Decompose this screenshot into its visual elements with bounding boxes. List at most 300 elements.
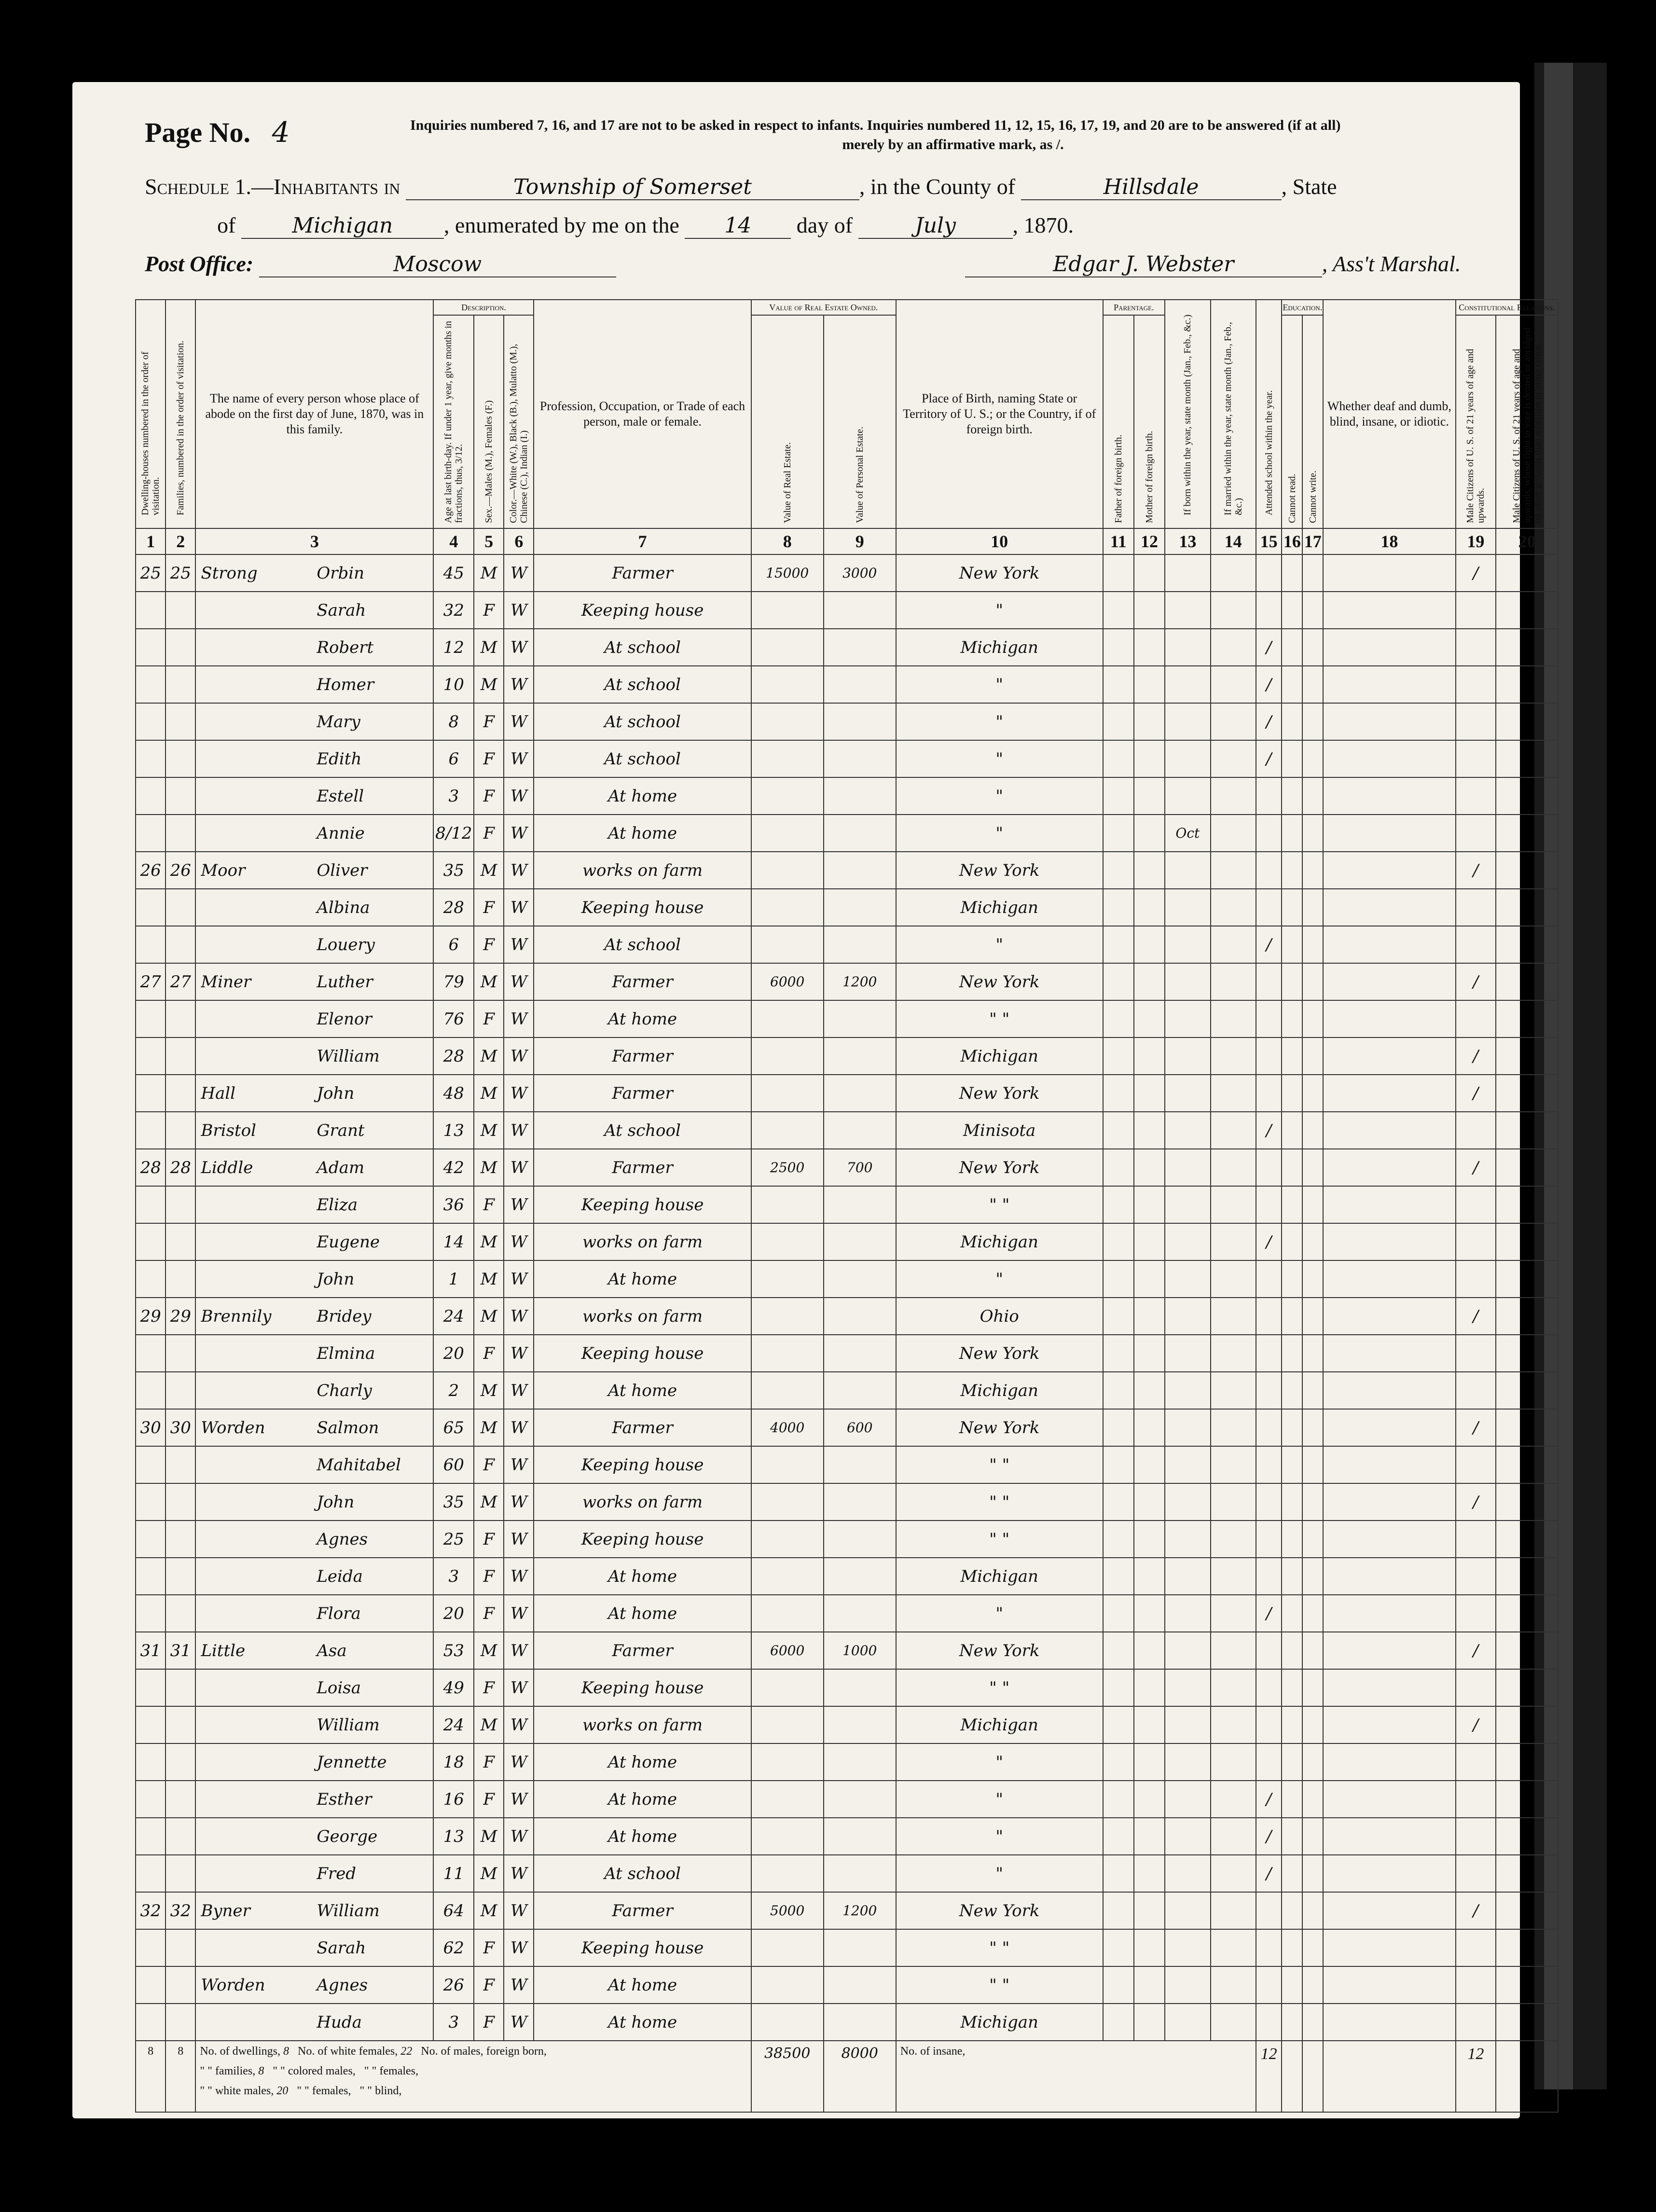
personal-estate-value xyxy=(824,1706,896,1743)
age: 24 xyxy=(433,1298,474,1335)
person-name xyxy=(195,1706,433,1743)
occupation: Keeping house xyxy=(534,1929,751,1966)
table-row xyxy=(136,1595,1558,1632)
cannot-write xyxy=(1302,629,1323,666)
occupation: Keeping house xyxy=(534,592,751,629)
table-row xyxy=(136,1149,1558,1186)
col-father-foreign-header: Father of foreign birth. xyxy=(1103,315,1134,528)
born-month xyxy=(1165,1372,1210,1409)
person-name xyxy=(195,1298,433,1335)
cannot-read xyxy=(1282,1112,1302,1149)
color: W xyxy=(504,1818,534,1855)
disability xyxy=(1323,1632,1455,1669)
given-name: John xyxy=(317,1269,355,1289)
disability xyxy=(1323,554,1455,592)
citizen xyxy=(1456,740,1496,777)
sex: M xyxy=(474,1298,504,1335)
cannot-write xyxy=(1302,1706,1323,1743)
sex: F xyxy=(474,1669,504,1706)
citizen: / xyxy=(1456,1149,1496,1186)
given-name: Mary xyxy=(317,712,360,732)
born-month xyxy=(1165,1037,1210,1075)
mother-foreign xyxy=(1134,1000,1165,1037)
given-name: John xyxy=(317,1083,355,1103)
cannot-write xyxy=(1302,926,1323,963)
mother-foreign xyxy=(1134,1669,1165,1706)
dwelling-number xyxy=(136,1372,166,1409)
given-name: Estell xyxy=(317,786,364,806)
mother-foreign xyxy=(1134,1781,1165,1818)
dwelling-number xyxy=(136,740,166,777)
vote-denied xyxy=(1496,703,1558,740)
vote-denied xyxy=(1496,666,1558,703)
sex: F xyxy=(474,1781,504,1818)
citizen xyxy=(1456,1818,1496,1855)
born-month xyxy=(1165,740,1210,777)
birthplace: New York xyxy=(896,1335,1103,1372)
schedule-label: Schedule 1.—Inhabitants in xyxy=(145,174,400,199)
col-mother-foreign-header: Mother of foreign birth. xyxy=(1134,315,1165,528)
family-number xyxy=(166,1818,195,1855)
cannot-read xyxy=(1282,666,1302,703)
birthplace: New York xyxy=(896,963,1103,1000)
description-group-header: Description. xyxy=(433,300,534,315)
cannot-write xyxy=(1302,1595,1323,1632)
sex: M xyxy=(474,1818,504,1855)
birthplace: " " xyxy=(896,1446,1103,1483)
disability xyxy=(1323,889,1455,926)
state-value: Michigan xyxy=(241,213,444,239)
disability xyxy=(1323,703,1455,740)
citizen xyxy=(1456,815,1496,852)
person-name xyxy=(195,1260,433,1298)
born-month xyxy=(1165,963,1210,1000)
person-name xyxy=(195,1966,433,2004)
township-value: Township of Somerset xyxy=(406,175,859,200)
vote-denied xyxy=(1496,1000,1558,1037)
vote-denied xyxy=(1496,1669,1558,1706)
married-month xyxy=(1211,1632,1256,1669)
real-estate-value xyxy=(751,1595,824,1632)
person-name xyxy=(195,963,433,1000)
of-label: of xyxy=(217,213,236,237)
sex: F xyxy=(474,889,504,926)
citizen: / xyxy=(1456,852,1496,889)
mother-foreign xyxy=(1134,1743,1165,1781)
family-number xyxy=(166,815,195,852)
family-number xyxy=(166,1595,195,1632)
real-estate-value xyxy=(751,1483,824,1521)
real-estate-value xyxy=(751,1186,824,1223)
born-month xyxy=(1165,1483,1210,1521)
family-number: 29 xyxy=(166,1298,195,1335)
table-row xyxy=(136,852,1558,889)
given-name: Loisa xyxy=(317,1678,361,1698)
citizen: / xyxy=(1456,1632,1496,1669)
sex: F xyxy=(474,1521,504,1558)
table-row xyxy=(136,1743,1558,1781)
occupation: works on farm xyxy=(534,852,751,889)
age: 26 xyxy=(433,1966,474,2004)
enumerated-label: , enumerated by me on the xyxy=(443,213,679,237)
table-row xyxy=(136,1855,1558,1892)
vote-denied xyxy=(1496,1483,1558,1521)
cannot-write xyxy=(1302,1558,1323,1595)
disability xyxy=(1323,1446,1455,1483)
sex: M xyxy=(474,1075,504,1112)
post-office-line xyxy=(145,251,1461,277)
occupation: At school xyxy=(534,926,751,963)
real-estate-value xyxy=(751,1818,824,1855)
cannot-read xyxy=(1282,1223,1302,1260)
married-month xyxy=(1211,740,1256,777)
attended-school xyxy=(1256,1260,1282,1298)
dwelling-number xyxy=(136,2004,166,2041)
father-foreign xyxy=(1103,666,1134,703)
sex: M xyxy=(474,1409,504,1446)
occupation: works on farm xyxy=(534,1298,751,1335)
cannot-write xyxy=(1302,666,1323,703)
mother-foreign xyxy=(1134,629,1165,666)
age: 20 xyxy=(433,1335,474,1372)
married-month xyxy=(1211,629,1256,666)
family-number xyxy=(166,1966,195,2004)
mother-foreign xyxy=(1134,1149,1165,1186)
cannot-write xyxy=(1302,1483,1323,1521)
cannot-read xyxy=(1282,1743,1302,1781)
cannot-read xyxy=(1282,1298,1302,1335)
given-name: Sarah xyxy=(317,600,366,620)
married-month xyxy=(1211,1186,1256,1223)
column-number: 12 xyxy=(1134,528,1165,554)
person-name xyxy=(195,1929,433,1966)
birthplace: " xyxy=(896,740,1103,777)
sex: M xyxy=(474,1260,504,1298)
age: 25 xyxy=(433,1521,474,1558)
family-number xyxy=(166,1037,195,1075)
personal-estate-value xyxy=(824,926,896,963)
cannot-read xyxy=(1282,1186,1302,1223)
table-row xyxy=(136,666,1558,703)
given-name: Homer xyxy=(317,675,374,694)
dwelling-number xyxy=(136,1966,166,2004)
real-estate-value xyxy=(751,666,824,703)
vote-denied xyxy=(1496,1186,1558,1223)
given-name: Charly xyxy=(317,1381,372,1400)
cannot-write xyxy=(1302,1223,1323,1260)
page-number xyxy=(145,116,290,149)
cannot-read xyxy=(1282,1706,1302,1743)
mother-foreign xyxy=(1134,1186,1165,1223)
disability xyxy=(1323,1966,1455,2004)
citizen xyxy=(1456,1929,1496,1966)
vote-denied xyxy=(1496,1335,1558,1372)
color: W xyxy=(504,1149,534,1186)
personal-estate-value xyxy=(824,777,896,815)
real-estate-value xyxy=(751,740,824,777)
person-name xyxy=(195,815,433,852)
cannot-write xyxy=(1302,852,1323,889)
married-month xyxy=(1211,963,1256,1000)
disability xyxy=(1323,1743,1455,1781)
attended-school xyxy=(1256,1335,1282,1372)
dwelling-number xyxy=(136,1037,166,1075)
real-estate-value xyxy=(751,629,824,666)
given-name: Elmina xyxy=(317,1343,375,1363)
married-month xyxy=(1211,1149,1256,1186)
person-name xyxy=(195,1743,433,1781)
age: 10 xyxy=(433,666,474,703)
occupation: At home xyxy=(534,1781,751,1818)
born-month xyxy=(1165,666,1210,703)
father-foreign xyxy=(1103,1781,1134,1818)
father-foreign xyxy=(1103,1632,1134,1669)
mother-foreign xyxy=(1134,889,1165,926)
father-foreign xyxy=(1103,1595,1134,1632)
family-number xyxy=(166,1781,195,1818)
family-number xyxy=(166,1855,195,1892)
mother-foreign xyxy=(1134,1409,1165,1446)
family-name: Worden xyxy=(201,1975,265,1995)
vote-denied xyxy=(1496,1892,1558,1929)
real-estate-value xyxy=(751,1260,824,1298)
cannot-write xyxy=(1302,1000,1323,1037)
dwelling-number xyxy=(136,592,166,629)
vote-denied xyxy=(1496,1929,1558,1966)
real-estate-value xyxy=(751,1781,824,1818)
col-disability-header: Whether deaf and dumb, blind, insane, or idiotic. xyxy=(1323,300,1455,528)
personal-estate-value xyxy=(824,1966,896,2004)
disability xyxy=(1323,629,1455,666)
cannot-read xyxy=(1282,1037,1302,1075)
citizen xyxy=(1456,703,1496,740)
attended-school xyxy=(1256,592,1282,629)
attended-school xyxy=(1256,2004,1282,2041)
table-row xyxy=(136,926,1558,963)
census-table xyxy=(135,299,1559,2113)
vote-denied xyxy=(1496,1223,1558,1260)
father-foreign xyxy=(1103,1223,1134,1260)
cannot-write xyxy=(1302,1521,1323,1558)
person-name xyxy=(195,1558,433,1595)
dwelling-number xyxy=(136,1855,166,1892)
age: 36 xyxy=(433,1186,474,1223)
sex: M xyxy=(474,852,504,889)
sex: F xyxy=(474,777,504,815)
dwelling-number xyxy=(136,926,166,963)
cannot-write xyxy=(1302,1112,1323,1149)
personal-estate-value: 1200 xyxy=(824,1892,896,1929)
occupation: At home xyxy=(534,1000,751,1037)
married-month xyxy=(1211,1000,1256,1037)
vote-denied xyxy=(1496,592,1558,629)
family-number xyxy=(166,1446,195,1483)
family-number xyxy=(166,1000,195,1037)
given-name: Edith xyxy=(317,749,362,769)
given-name: Agnes xyxy=(317,1529,368,1549)
disability xyxy=(1323,1037,1455,1075)
person-name xyxy=(195,1335,433,1372)
cannot-write xyxy=(1302,592,1323,629)
mother-foreign xyxy=(1134,1632,1165,1669)
color: W xyxy=(504,1298,534,1335)
cannot-write xyxy=(1302,777,1323,815)
dwelling-number xyxy=(136,1743,166,1781)
family-name: Hall xyxy=(201,1083,236,1103)
color: W xyxy=(504,1743,534,1781)
mother-foreign xyxy=(1134,1818,1165,1855)
cannot-read xyxy=(1282,703,1302,740)
mother-foreign xyxy=(1134,666,1165,703)
married-month xyxy=(1211,926,1256,963)
vote-denied xyxy=(1496,1595,1558,1632)
married-month xyxy=(1211,1446,1256,1483)
family-number xyxy=(166,1112,195,1149)
sex: M xyxy=(474,554,504,592)
color: W xyxy=(504,703,534,740)
color: W xyxy=(504,2004,534,2041)
table-row xyxy=(136,777,1558,815)
personal-estate-value xyxy=(824,740,896,777)
father-foreign xyxy=(1103,629,1134,666)
father-foreign xyxy=(1103,1446,1134,1483)
family-number xyxy=(166,926,195,963)
personal-estate-value xyxy=(824,629,896,666)
citizen xyxy=(1456,1855,1496,1892)
mother-foreign xyxy=(1134,777,1165,815)
family-number: 25 xyxy=(166,554,195,592)
born-month xyxy=(1165,1112,1210,1149)
dwelling-number xyxy=(136,1483,166,1521)
cannot-read xyxy=(1282,777,1302,815)
dwelling-number xyxy=(136,1669,166,1706)
color: W xyxy=(504,1781,534,1818)
dwelling-number xyxy=(136,1223,166,1260)
cannot-read xyxy=(1282,740,1302,777)
occupation: Keeping house xyxy=(534,1335,751,1372)
attended-school: / xyxy=(1256,1818,1282,1855)
family-number xyxy=(166,889,195,926)
father-foreign xyxy=(1103,1558,1134,1595)
father-foreign xyxy=(1103,1149,1134,1186)
disability xyxy=(1323,1818,1455,1855)
inquiry-line-1: Inquiries numbered 7, 16, and 17 are not to be asked in respect to infants. Inquiries numbered 11, 12, 15, 16, 17, 19, and 20 are to be answered (if at all) xyxy=(410,117,1341,133)
table-row xyxy=(136,1335,1558,1372)
person-name xyxy=(195,1855,433,1892)
vote-denied xyxy=(1496,2004,1558,2041)
cannot-read xyxy=(1282,1892,1302,1929)
real-estate-value: 2500 xyxy=(751,1149,824,1186)
citizen xyxy=(1456,2004,1496,2041)
father-foreign xyxy=(1103,1483,1134,1521)
summary-insane: No. of insane, xyxy=(896,2041,1256,2112)
cannot-write xyxy=(1302,889,1323,926)
disability xyxy=(1323,1929,1455,1966)
color: W xyxy=(504,1632,534,1669)
born-month xyxy=(1165,1186,1210,1223)
cannot-read xyxy=(1282,629,1302,666)
personal-estate-value: 700 xyxy=(824,1149,896,1186)
column-number: 11 xyxy=(1103,528,1134,554)
disability xyxy=(1323,1335,1455,1372)
married-month xyxy=(1211,1818,1256,1855)
color: W xyxy=(504,1223,534,1260)
col-vote-denied-header: Male Citizens of U. S. of 21 years of age and upwards, whose right to vote is denied or abridged on other grounds than rebellion or other crime. xyxy=(1496,315,1558,528)
attended-school xyxy=(1256,777,1282,815)
age: 3 xyxy=(433,1558,474,1595)
mother-foreign xyxy=(1134,1595,1165,1632)
dwelling-number xyxy=(136,1112,166,1149)
vote-denied xyxy=(1496,926,1558,963)
summary-citizen-total: 12 xyxy=(1456,2041,1496,2112)
dwelling-number xyxy=(136,1781,166,1818)
table-row xyxy=(136,1446,1558,1483)
dwelling-number xyxy=(136,1595,166,1632)
birthplace: " " xyxy=(896,1000,1103,1037)
dwelling-number xyxy=(136,1260,166,1298)
disability xyxy=(1323,1000,1455,1037)
sex: F xyxy=(474,1558,504,1595)
occupation: Farmer xyxy=(534,1149,751,1186)
occupation: At home xyxy=(534,1595,751,1632)
age: 18 xyxy=(433,1743,474,1781)
family-name: Miner xyxy=(201,972,251,992)
personal-estate-value xyxy=(824,1669,896,1706)
person-name xyxy=(195,889,433,926)
personal-estate-value xyxy=(824,1929,896,1966)
born-month xyxy=(1165,889,1210,926)
father-foreign xyxy=(1103,852,1134,889)
age: 28 xyxy=(433,1037,474,1075)
mother-foreign xyxy=(1134,1966,1165,2004)
vote-denied xyxy=(1496,1632,1558,1669)
cannot-read xyxy=(1282,1818,1302,1855)
family-number: 28 xyxy=(166,1149,195,1186)
age: 3 xyxy=(433,777,474,815)
cannot-read xyxy=(1282,1075,1302,1112)
married-month xyxy=(1211,1521,1256,1558)
birthplace: " xyxy=(896,777,1103,815)
color: W xyxy=(504,1669,534,1706)
family-name: Liddle xyxy=(201,1158,253,1177)
table-row xyxy=(136,1632,1558,1669)
given-name: Sarah xyxy=(317,1938,366,1958)
mother-foreign xyxy=(1134,554,1165,592)
age: 11 xyxy=(433,1855,474,1892)
dwelling-number: 32 xyxy=(136,1892,166,1929)
citizen: / xyxy=(1456,1037,1496,1075)
given-name: William xyxy=(317,1901,380,1921)
personal-estate-value xyxy=(824,889,896,926)
personal-estate-value xyxy=(824,1298,896,1335)
cannot-write xyxy=(1302,1149,1323,1186)
vote-denied xyxy=(1496,1149,1558,1186)
col-married-month-header: If married within the year, state month (Jan., Feb., &c.) xyxy=(1211,300,1256,528)
cannot-read xyxy=(1282,1149,1302,1186)
disability xyxy=(1323,1669,1455,1706)
personal-estate-value xyxy=(824,1000,896,1037)
cannot-read xyxy=(1282,1372,1302,1409)
age: 45 xyxy=(433,554,474,592)
real-estate-value: 5000 xyxy=(751,1892,824,1929)
color: W xyxy=(504,1966,534,2004)
personal-estate-value xyxy=(824,1855,896,1892)
citizen xyxy=(1456,1260,1496,1298)
personal-estate-value xyxy=(824,1186,896,1223)
birthplace: Michigan xyxy=(896,2004,1103,2041)
attended-school: / xyxy=(1256,666,1282,703)
mother-foreign xyxy=(1134,1298,1165,1335)
